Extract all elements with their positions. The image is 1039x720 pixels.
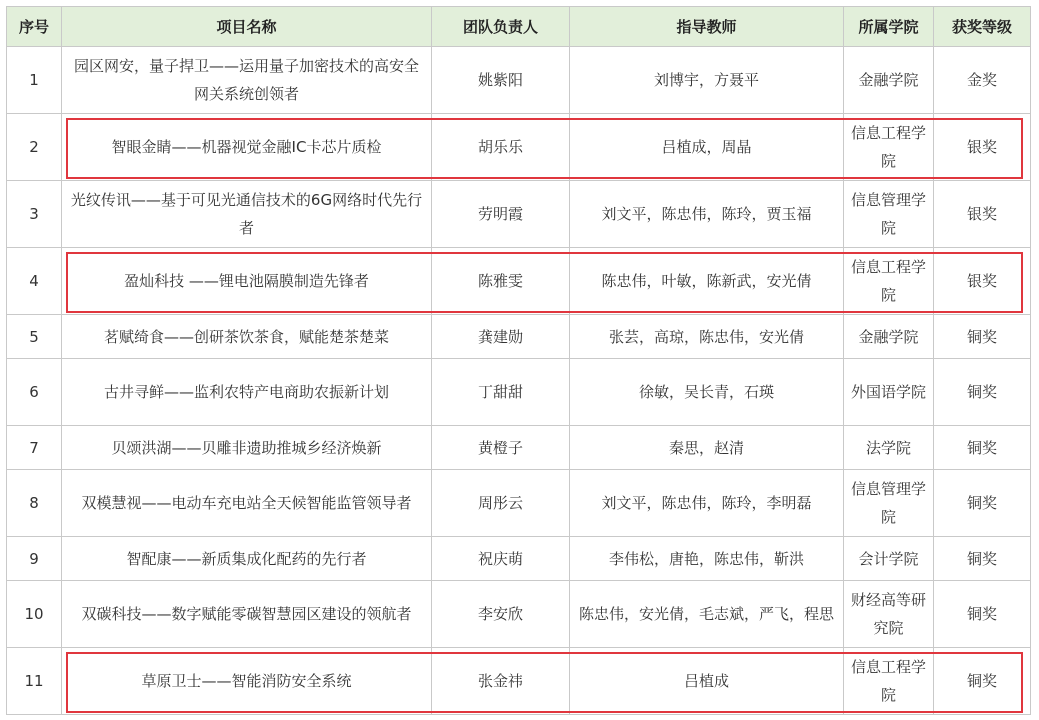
cell-advisors: 张芸，高琼，陈忠伟，安光倩 [570,315,844,359]
cell-project: 茗赋绮食——创研茶饮茶食，赋能楚茶楚菜 [62,315,432,359]
cell-leader: 丁甜甜 [432,359,570,426]
cell-leader: 龚建勋 [432,315,570,359]
cell-college: 信息工程学院 [844,648,934,715]
cell-project: 园区网安，量子捍卫——运用量子加密技术的高安全网关系统创领者 [62,47,432,114]
cell-leader: 胡乐乐 [432,114,570,181]
awards-table [6,6,1031,715]
cell-college: 信息工程学院 [844,248,934,315]
cell-advisors: 陈忠伟，安光倩，毛志斌，严飞，程思 [570,581,844,648]
cell-leader: 祝庆萌 [432,537,570,581]
cell-advisors: 李伟松，唐艳，陈忠伟，靳洪 [570,537,844,581]
cell-award: 铜奖 [934,359,1031,426]
cell-project: 古井寻鲜——监利农特产电商助农振新计划 [62,359,432,426]
cell-no: 7 [7,426,62,470]
cell-advisors: 刘博宇，方聂平 [570,47,844,114]
cell-project: 盈灿科技 ——锂电池隔膜制造先锋者 [62,248,432,315]
cell-no: 4 [7,248,62,315]
cell-award: 铜奖 [934,537,1031,581]
cell-leader: 陈雅雯 [432,248,570,315]
cell-college: 金融学院 [844,315,934,359]
cell-no: 5 [7,315,62,359]
cell-leader: 劳明霞 [432,181,570,248]
table-row [7,581,1031,648]
cell-award: 银奖 [934,248,1031,315]
cell-award: 铜奖 [934,426,1031,470]
cell-project: 智配康——新质集成化配药的先行者 [62,537,432,581]
header-college: 所属学院 [844,7,934,47]
cell-project: 贝颂洪湖——贝雕非遗助推城乡经济焕新 [62,426,432,470]
cell-award: 金奖 [934,47,1031,114]
cell-leader: 张金祎 [432,648,570,715]
cell-leader: 周彤云 [432,470,570,537]
cell-advisors: 刘文平，陈忠伟，陈玲，李明磊 [570,470,844,537]
cell-award: 铜奖 [934,648,1031,715]
table-row [7,114,1031,181]
table-row [7,315,1031,359]
cell-leader: 黄橙子 [432,426,570,470]
cell-no: 9 [7,537,62,581]
cell-no: 8 [7,470,62,537]
cell-advisors: 吕植成 [570,648,844,715]
table-row [7,181,1031,248]
cell-award: 银奖 [934,181,1031,248]
cell-leader: 李安欣 [432,581,570,648]
table-row [7,248,1031,315]
cell-college: 信息管理学院 [844,181,934,248]
header-award: 获奖等级 [934,7,1031,47]
cell-college: 会计学院 [844,537,934,581]
cell-no: 2 [7,114,62,181]
cell-no: 3 [7,181,62,248]
cell-no: 11 [7,648,62,715]
table-row [7,648,1031,715]
cell-award: 银奖 [934,114,1031,181]
cell-college: 外国语学院 [844,359,934,426]
header-project: 项目名称 [62,7,432,47]
cell-award: 铜奖 [934,470,1031,537]
table-row [7,426,1031,470]
cell-college: 法学院 [844,426,934,470]
cell-advisors: 刘文平，陈忠伟，陈玲，贾玉福 [570,181,844,248]
header-leader: 团队负责人 [432,7,570,47]
table-row [7,537,1031,581]
cell-college: 信息管理学院 [844,470,934,537]
cell-award: 铜奖 [934,581,1031,648]
header-row [7,7,1031,47]
header-advisors: 指导教师 [570,7,844,47]
cell-award: 铜奖 [934,315,1031,359]
table-row [7,47,1031,114]
cell-no: 1 [7,47,62,114]
cell-no: 10 [7,581,62,648]
cell-project: 双碳科技——数字赋能零碳智慧园区建设的领航者 [62,581,432,648]
cell-advisors: 陈忠伟，叶敏，陈新武，安光倩 [570,248,844,315]
cell-no: 6 [7,359,62,426]
table-row [7,359,1031,426]
cell-project: 光纹传讯——基于可见光通信技术的6G网络时代先行者 [62,181,432,248]
cell-advisors: 秦思，赵清 [570,426,844,470]
cell-project: 智眼金睛——机器视觉金融IC卡芯片质检 [62,114,432,181]
cell-advisors: 徐敏，吴长青，石瑛 [570,359,844,426]
cell-project: 草原卫士——智能消防安全系统 [62,648,432,715]
table-row [7,470,1031,537]
cell-advisors: 吕植成，周晶 [570,114,844,181]
cell-college: 信息工程学院 [844,114,934,181]
header-no: 序号 [7,7,62,47]
cell-project: 双模慧视——电动车充电站全天候智能监管领导者 [62,470,432,537]
cell-college: 财经高等研究院 [844,581,934,648]
cell-college: 金融学院 [844,47,934,114]
cell-leader: 姚紫阳 [432,47,570,114]
